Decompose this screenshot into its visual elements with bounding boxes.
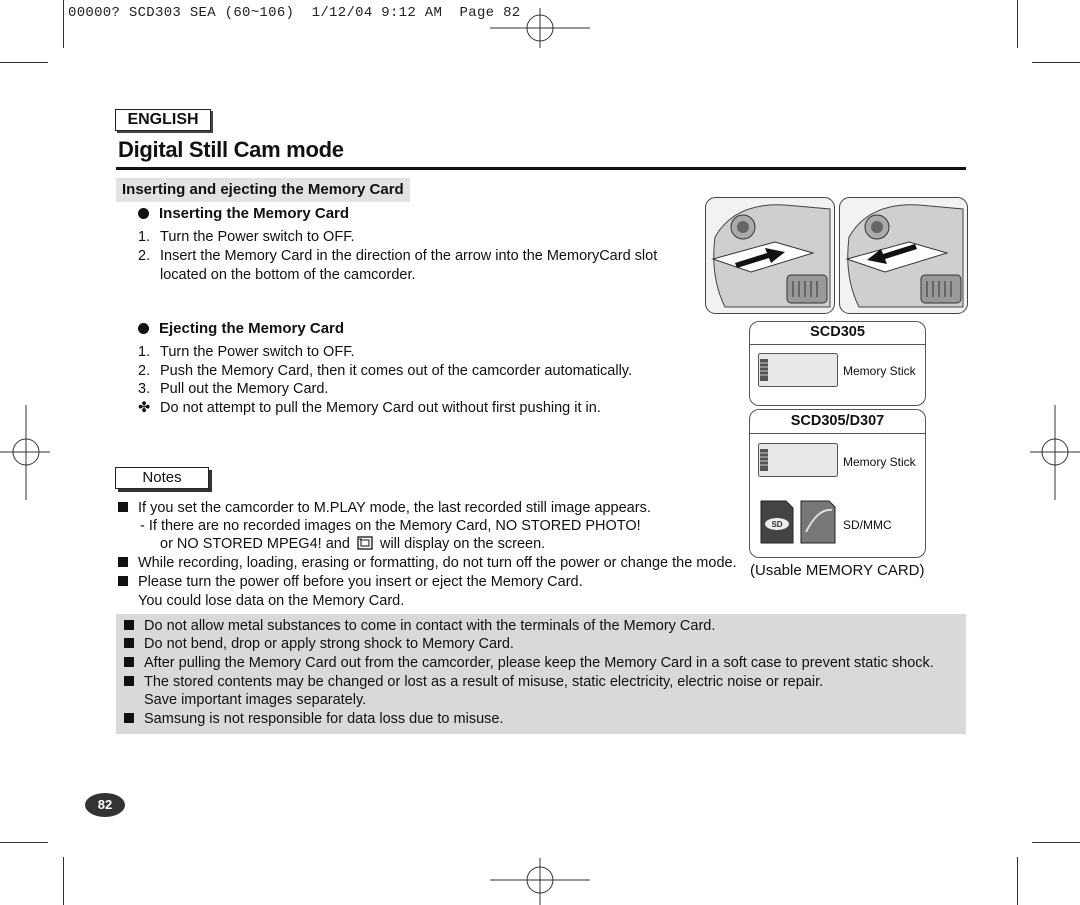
note-item-cont: You could lose data on the Memory Card. — [138, 593, 405, 609]
square-bullet-icon — [124, 713, 134, 723]
card-label: Memory Stick — [843, 364, 916, 378]
warning-item: Samsung is not responsible for data loss due to misuse. — [124, 710, 503, 729]
inserting-step-1: 1. Turn the Power switch to OFF. — [138, 229, 355, 245]
bullet-icon — [138, 323, 149, 334]
square-bullet-icon — [124, 620, 134, 630]
memory-stick-icon — [758, 353, 838, 387]
page-number: 82 — [97, 797, 113, 812]
square-bullet-icon — [118, 557, 128, 567]
square-bullet-icon — [118, 502, 128, 512]
panel-title: SCD305/D307 — [790, 413, 885, 429]
square-bullet-icon — [124, 657, 134, 667]
inserting-step-2: 2. Insert the Memory Card in the direction of the arrow into the MemoryCard slot located on the bottom of the camcorder. — [138, 248, 658, 283]
insert-card-illustration — [705, 197, 835, 314]
mmc-card-icon — [800, 500, 836, 544]
note-sub-item: - If there are no recorded images on the Memory Card, NO STORED PHOTO! — [140, 518, 641, 534]
language-badge: ENGLISH — [115, 109, 211, 131]
page-title: Digital Still Cam mode — [118, 137, 344, 162]
section-heading: Inserting and ejecting the Memory Card — [116, 178, 410, 202]
sd-card-icon — [760, 500, 794, 544]
note-sub-item-cont: or NO STORED MPEG4! and will display on the screen. — [160, 536, 546, 552]
memory-stick-icon — [758, 443, 838, 477]
note-item: Please turn the power off before you insert or eject the Memory Card. — [118, 573, 583, 592]
eject-card-illustration — [839, 197, 968, 314]
square-bullet-icon — [124, 638, 134, 648]
photo-icon — [357, 536, 373, 550]
caution-icon: ✤ — [138, 400, 151, 416]
square-bullet-icon — [124, 676, 134, 686]
scd305-panel — [749, 321, 926, 406]
print-header: 00000? SCD303 SEA (60~106) 1/12/04 9:12 AM Page 82 — [68, 5, 521, 21]
square-bullet-icon — [118, 576, 128, 586]
ejecting-step-1: 1. Turn the Power switch to OFF. — [138, 344, 355, 360]
warning-item: The stored contents may be changed or lost as a result of misuse, static electricity, electric noise or repair. — [124, 673, 823, 692]
scd305-d307-panel — [749, 409, 926, 558]
ejecting-heading: Ejecting the Memory Card — [138, 320, 344, 337]
notes-badge: Notes — [115, 467, 209, 489]
ejecting-step-3: 3. Pull out the Memory Card. — [138, 381, 329, 397]
card-label: Memory Stick — [843, 455, 916, 469]
card-label: SD/MMC — [843, 518, 892, 532]
usable-memory-card-caption: (Usable MEMORY CARD) — [750, 562, 925, 579]
warning-item: Do not bend, drop or apply strong shock to Memory Card. — [124, 635, 514, 654]
panel-title: SCD305 — [810, 324, 865, 340]
bullet-icon — [138, 208, 149, 219]
inserting-heading: Inserting the Memory Card — [138, 205, 349, 222]
ejecting-caution: ✤ Do not attempt to pull the Memory Card out without first pushing it in. — [138, 400, 601, 416]
svg-text:SD: SD — [771, 520, 783, 529]
warning-item-cont: Save important images separately. — [144, 692, 367, 708]
note-item: While recording, loading, erasing or formatting, do not turn off the power or change the mode. — [118, 554, 737, 573]
warning-item: Do not allow metal substances to come in contact with the terminals of the Memory Card. — [124, 617, 715, 636]
note-item: If you set the camcorder to M.PLAY mode, the last recorded still image appears. — [118, 499, 651, 518]
ejecting-step-2: 2. Push the Memory Card, then it comes out of the camcorder automatically. — [138, 363, 632, 379]
warning-item: After pulling the Memory Card out from the camcorder, please keep the Memory Card in a soft case to prevent static shock. — [124, 654, 934, 673]
title-rule — [116, 167, 966, 170]
